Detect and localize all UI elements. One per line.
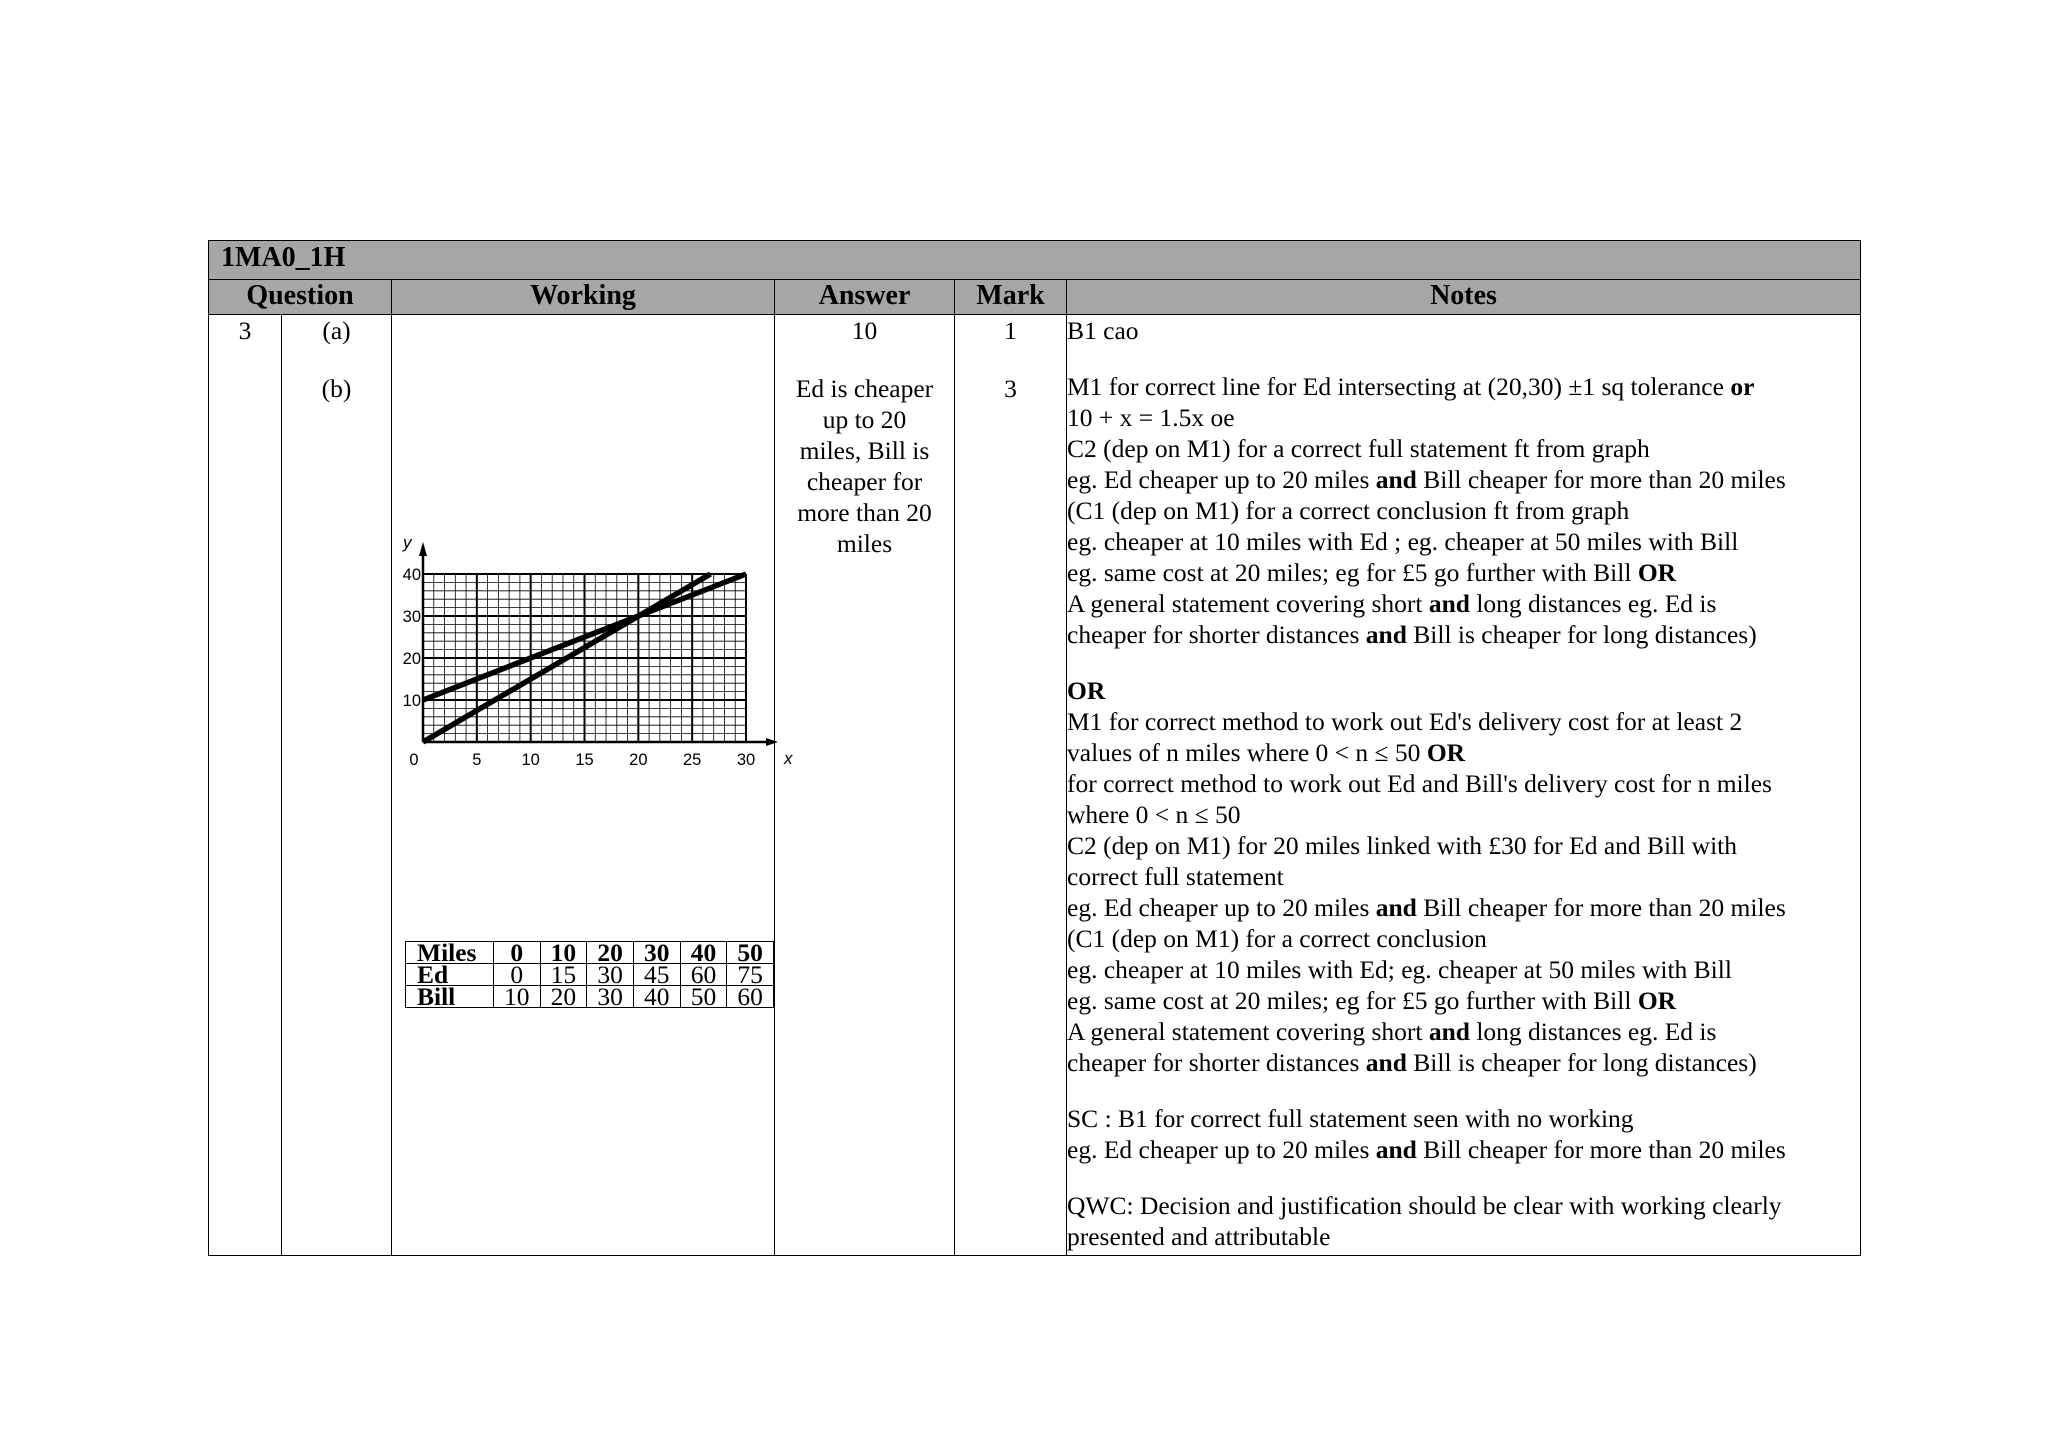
- x-tick-label: 10: [521, 751, 540, 769]
- data-table-cell: 15: [540, 964, 587, 986]
- note-line: presented and attributable: [1067, 1222, 1331, 1251]
- data-table-cell: 20: [540, 986, 587, 1008]
- data-table-cell: 0: [493, 964, 540, 986]
- data-table-cell: 0: [493, 942, 540, 964]
- note-line: correct full statement: [1067, 862, 1284, 891]
- question-parts: [282, 315, 392, 1256]
- data-table-cell: 50: [680, 986, 727, 1008]
- data-table-cell: 30: [587, 986, 634, 1008]
- note-line: cheaper for shorter distances and Bill is cheaper for long distances): [1067, 1048, 1757, 1077]
- data-table-cell: 40: [633, 986, 680, 1008]
- note-line: eg. same cost at 20 miles; eg for £5 go further with Bill OR: [1067, 558, 1677, 587]
- x-tick-label: 15: [575, 751, 594, 769]
- data-table-cell: 60: [727, 986, 774, 1008]
- note-line: M1 for correct method to work out Ed's delivery cost for at least 2: [1067, 707, 1743, 736]
- cost-graph: [392, 385, 793, 945]
- answer-line: more than 20: [797, 498, 932, 527]
- part-a-label: (a): [322, 316, 351, 345]
- note-line: A general statement covering short and long distances eg. Ed is: [1067, 589, 1717, 618]
- part-b-mark: 3: [1004, 374, 1017, 403]
- mark-scheme: [208, 240, 1860, 1255]
- data-table-cell: 30: [633, 942, 680, 964]
- note-line: M1 for correct line for Ed intersecting at (20,30) ±1 sq tolerance or: [1067, 372, 1755, 401]
- answer-line: miles, Bill is: [799, 436, 930, 465]
- data-table-cell: 50: [727, 942, 774, 964]
- y-tick-label: 40: [402, 566, 421, 584]
- note-line: eg. cheaper at 10 miles with Ed; eg. cheaper at 50 miles with Bill: [1067, 955, 1732, 984]
- data-table-cell: 10: [493, 986, 540, 1008]
- note-line: for correct method to work out Ed and Bill's delivery cost for n miles: [1067, 769, 1772, 798]
- note-line: QWC: Decision and justification should be clear with working clearly: [1067, 1191, 1782, 1220]
- data-table-cell: 10: [540, 942, 587, 964]
- part-a-mark: 1: [1004, 316, 1017, 345]
- note-line: where 0 < n ≤ 50: [1067, 800, 1241, 829]
- x-tick-label: 20: [629, 751, 648, 769]
- axes: [402, 533, 793, 768]
- data-table-cell: 60: [680, 964, 727, 986]
- part-a-answer: 10: [851, 316, 878, 345]
- note-line: eg. Ed cheaper up to 20 miles and Bill cheaper for more than 20 miles: [1067, 893, 1786, 922]
- mark-scheme-table: [208, 240, 1861, 1256]
- y-axis-label: y: [403, 533, 412, 552]
- data-table: [405, 938, 774, 1011]
- note-line: eg. Ed cheaper up to 20 miles and Bill cheaper for more than 20 miles: [1067, 1135, 1786, 1164]
- note-line: eg. Ed cheaper up to 20 miles and Bill cheaper for more than 20 miles: [1067, 465, 1786, 494]
- header-notes: Notes: [1067, 280, 1861, 315]
- data-table-label: Bill: [406, 986, 494, 1008]
- part-b-label: (b): [321, 374, 352, 403]
- data-table-row: [406, 986, 774, 1008]
- y-tick-label: 10: [402, 692, 421, 710]
- x-tick-label: 25: [682, 751, 702, 769]
- note-line: (C1 (dep on M1) for a correct conclusion: [1067, 924, 1487, 953]
- y-tick-label: 20: [402, 650, 421, 668]
- data-table-cell: 20: [587, 942, 634, 964]
- working-cell: [392, 315, 793, 1256]
- header-mark: Mark: [955, 280, 1067, 315]
- answer-cell: [775, 315, 955, 1256]
- note-line: values of n miles where 0 < n ≤ 50 OR: [1067, 738, 1466, 767]
- data-table-cell: 40: [680, 942, 727, 964]
- data-table-row: [406, 942, 774, 964]
- header-answer: Answer: [775, 280, 955, 315]
- data-table-cell: 45: [633, 964, 680, 986]
- header-question: Question: [209, 280, 392, 315]
- note-line: 10 + x = 1.5x oe: [1067, 403, 1235, 432]
- note-line: eg. same cost at 20 miles; eg for £5 go further with Bill OR: [1067, 986, 1677, 1015]
- mark-cell: [955, 315, 1067, 1256]
- note-line: C2 (dep on M1) for a correct full statement ft from graph: [1067, 434, 1650, 463]
- x-tick-label: 0: [409, 751, 419, 769]
- data-table-label: Ed: [406, 964, 494, 986]
- answer-line: up to 20: [822, 405, 907, 434]
- part-a-notes: B1 cao: [1067, 316, 1139, 345]
- notes-cell: [1067, 315, 1861, 1256]
- x-tick-label: 5: [472, 751, 482, 769]
- data-table-label: Miles: [406, 942, 494, 964]
- data-table-cell: 75: [727, 964, 774, 986]
- answer-line: cheaper for: [806, 467, 923, 496]
- header-working: Working: [392, 280, 775, 315]
- part-b-answer: [775, 373, 954, 559]
- y-axis-arrow: [419, 542, 427, 556]
- note-line: eg. cheaper at 10 miles with Ed ; eg. cheaper at 50 miles with Bill: [1067, 527, 1739, 556]
- paper-code: 1MA0_1H: [209, 241, 1861, 280]
- note-line: cheaper for shorter distances and Bill is cheaper for long distances): [1067, 620, 1757, 649]
- x-tick-label: 30: [736, 751, 756, 769]
- answer-line: miles: [836, 529, 893, 558]
- note-line: SC : B1 for correct full statement seen with no working: [1067, 1104, 1634, 1133]
- answer-line: Ed is cheaper: [795, 374, 934, 403]
- note-line: C2 (dep on M1) for 20 miles linked with £30 for Ed and Bill with: [1067, 831, 1738, 860]
- note-line: A general statement covering short and long distances eg. Ed is: [1067, 1017, 1717, 1046]
- question-number: 3: [209, 315, 282, 1256]
- x-axis-label: x: [784, 749, 793, 768]
- data-table-cell: 30: [587, 964, 634, 986]
- y-tick-label: 30: [402, 608, 421, 626]
- note-line: (C1 (dep on M1) for a correct conclusion ft from graph: [1067, 496, 1630, 525]
- note-line: OR: [1067, 676, 1106, 705]
